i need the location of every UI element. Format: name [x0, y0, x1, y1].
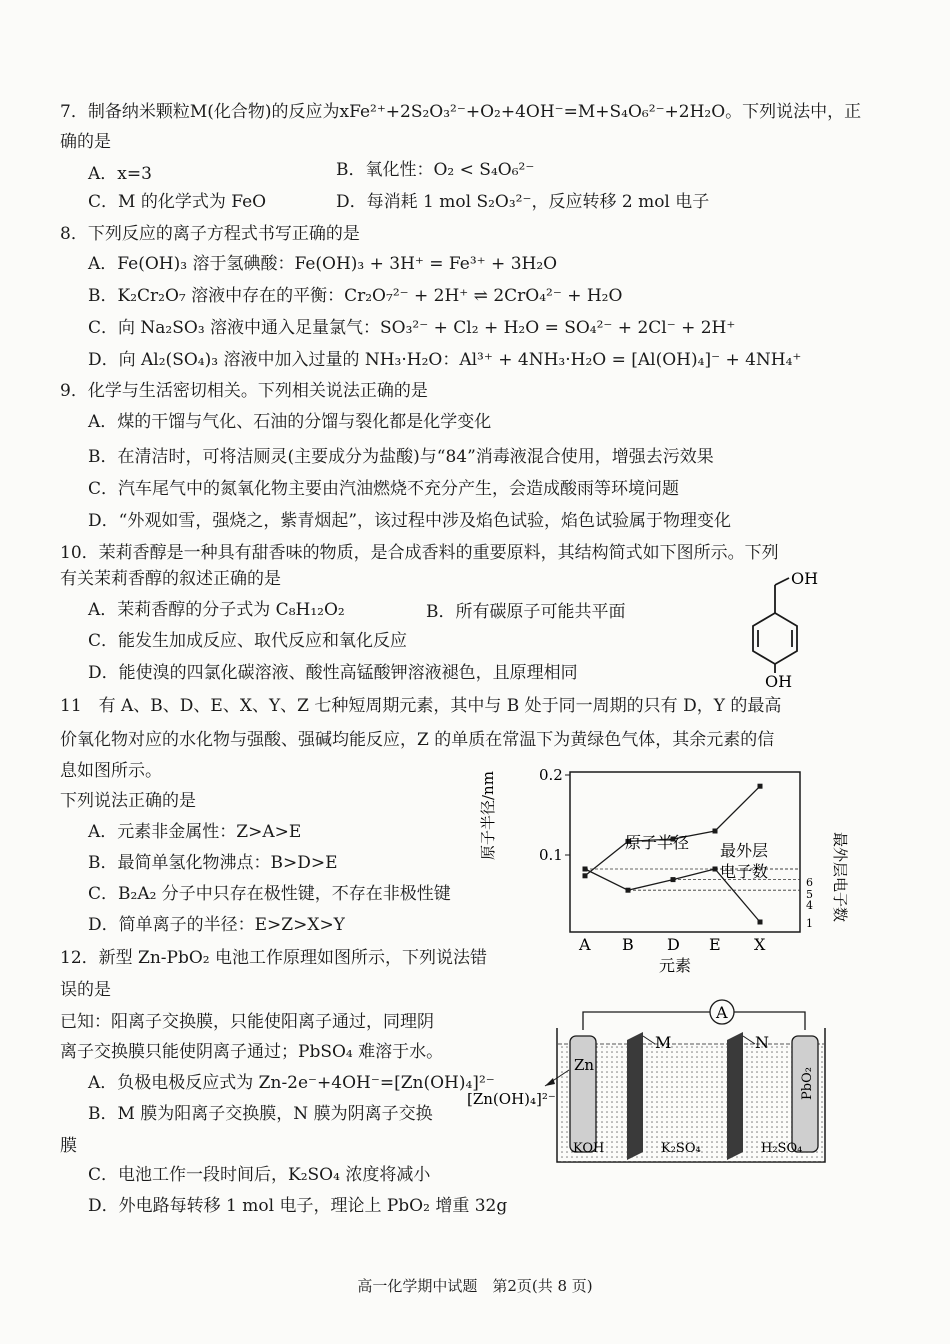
q12-known-line1: 已知：阳离子交换膜，只能使阳离子通过，同理阴 — [60, 1012, 434, 1032]
q12-stem-line1: 12．新型 Zn-PbO₂ 电池工作原理如图所示，下列说法错 — [60, 948, 488, 968]
series-0-point-E — [713, 829, 718, 834]
q10-option-c: C．能发生加成反应、取代反应和氧化反应 — [88, 631, 408, 651]
q7-option-b: B．氧化性：O₂ < S₄O₆²⁻ — [336, 160, 535, 180]
q8-option-d: D．向 Al₂(SO₄)₃ 溶液中加入过量的 NH₃·H₂O：Al³⁺ + 4NH₃·H₂O = [Al(OH)₄]⁻ + 4NH₄⁺ — [88, 350, 802, 370]
q12-stem-line2: 误的是 — [60, 980, 111, 1000]
q9-option-a: A．煤的干馏与气化、石油的分馏与裂化都是化学变化 — [88, 412, 492, 432]
pbo2-label: PbO₂ — [800, 1067, 815, 1100]
q7-option-a: A．x=3 — [88, 164, 152, 184]
series-label-radius: 原子半径 — [625, 833, 690, 852]
q11-option-d: D．简单离子的半径：E>Z>X>Y — [88, 915, 345, 935]
y-tick-0-2: 0.2 — [539, 766, 563, 784]
series-0-point-A — [583, 873, 588, 878]
x-tick-D: D — [667, 935, 680, 954]
ammeter-label: A — [716, 1003, 728, 1022]
series-1-point-B — [626, 888, 631, 893]
membrane-m — [627, 1032, 643, 1160]
q9-stem: 9．化学与生活密切相关。下列相关说法正确的是 — [60, 381, 428, 401]
membrane-n — [727, 1032, 743, 1160]
series-0-point-X — [758, 784, 763, 789]
zincate-arrowhead — [545, 1078, 555, 1086]
q11-option-a: A．元素非金属性：Z>A>E — [88, 822, 302, 842]
n-leader — [743, 1036, 755, 1044]
q12-option-b-line1: B．M 膜为阳离子交换膜，N 膜为阴离子交换 — [88, 1104, 433, 1124]
element-chart — [479, 760, 849, 980]
series-1-point-D — [671, 877, 676, 882]
x-tick-A: A — [579, 935, 591, 954]
q10-option-a: A．茉莉香醇的分子式为 C₈H₁₂O₂ — [88, 600, 345, 620]
y-axis-label: 原子半径/nm — [479, 771, 497, 860]
m-leader — [643, 1036, 655, 1044]
q11-option-b: B．最简单氢化物沸点：B>D>E — [88, 853, 338, 873]
koh-label: KOH — [573, 1141, 605, 1156]
y2-tick-1: 1 — [806, 917, 813, 930]
x-tick-E: E — [709, 935, 721, 954]
y-tick-0-1: 0.1 — [539, 846, 563, 864]
zn-electrode — [570, 1036, 596, 1152]
series-1-point-X — [758, 920, 763, 925]
series-label-electrons-2: 电子数 — [720, 862, 769, 881]
series-label-electrons-1: 最外层 — [720, 841, 769, 860]
q11-stem-line4: 下列说法正确的是 — [60, 791, 196, 811]
y2-tick-5: 5 — [806, 888, 813, 901]
series-1-point-A — [583, 867, 588, 872]
x-tick-X: X — [754, 935, 766, 954]
wire-left — [583, 1012, 710, 1030]
q11-option-c: C．B₂A₂ 分子中只存在极性键，不存在非极性键 — [88, 884, 451, 904]
x-tick-B: B — [622, 935, 634, 954]
oh-top-label: OH — [791, 569, 819, 588]
y2-tick-6: 6 — [806, 876, 813, 889]
q12-option-d: D．外电路每转移 1 mol 电子，理论上 PbO₂ 增重 32g — [88, 1196, 508, 1216]
membrane-m-label: M — [655, 1033, 672, 1052]
q9-option-c: C．汽车尾气中的氮氧化物主要由汽油燃烧不充分产生，会造成酸雨等环境问题 — [88, 479, 680, 499]
y2-axis-label: 最外层电子数 — [831, 832, 849, 923]
q8-option-a: A．Fe(OH)₃ 溶于氢碘酸：Fe(OH)₃ + 3H⁺ = Fe³⁺ + 3H₂O — [88, 254, 558, 274]
q7-stem-line1: 7．制备纳米颗粒M(化合物)的反应为xFe²⁺+2S₂O₃²⁻+O₂+4OH⁻=M+S₄O₆²⁻+2H₂O。下列说法中，正 — [60, 102, 862, 122]
q10-stem-line1: 10．茉莉香醇是一种具有甜香味的物质，是合成香料的重要原料，其结构简式如下图所示。下列 — [60, 543, 779, 563]
q8-option-b: B．K₂Cr₂O₇ 溶液中存在的平衡：Cr₂O₇²⁻ + 2H⁺ ⇌ 2CrO₄²⁻ + H₂O — [88, 286, 623, 306]
page-footer: 高一化学期中试题 第2页(共 8 页) — [357, 1277, 593, 1295]
zincate-label: [Zn(OH)₄]²⁻ — [467, 1090, 556, 1108]
x-axis-label: 元素 — [659, 956, 692, 975]
q11-stem-line2: 价氧化物对应的水化物与强酸、强碱均能反应，Z 的单质在常温下为黄绿色气体，其余元素的信 — [60, 730, 775, 750]
q7-option-c: C．M 的化学式为 FeO — [88, 192, 267, 212]
q9-option-b: B．在清洁时，可将洁厕灵(主要成分为盐酸)与“84”消毒液混合使用，增强去污效果 — [88, 447, 714, 467]
series-1-point-E — [713, 867, 718, 872]
oh-bottom-label: OH — [765, 672, 793, 691]
jasmine-alcohol-structure — [735, 565, 845, 690]
q8-stem: 8．下列反应的离子方程式书写正确的是 — [60, 224, 360, 244]
q12-option-b-line2: 膜 — [60, 1136, 77, 1156]
zn-label: Zn — [574, 1056, 595, 1074]
q11-stem-line3: 息如图所示。 — [60, 761, 162, 781]
q9-option-d: D．“外观如雪，强烧之，紫青烟起”，该过程中涉及焰色试验，焰色试验属于物理变化 — [88, 511, 732, 531]
q8-option-c: C．向 Na₂SO₃ 溶液中通入足量氯气：SO₃²⁻ + Cl₂ + H₂O = SO₄²⁻ + 2Cl⁻ + 2H⁺ — [88, 318, 736, 338]
q7-stem-line2: 确的是 — [60, 132, 111, 152]
q12-option-c: C．电池工作一段时间后，K₂SO₄ 浓度将减小 — [88, 1165, 431, 1185]
q10-stem-line2: 有关茉莉香醇的叙述正确的是 — [60, 569, 281, 589]
k2so4-label: K₂SO₄ — [661, 1141, 701, 1156]
h2so4-label: H₂SO₄ — [761, 1141, 803, 1156]
membrane-n-label: N — [755, 1033, 769, 1052]
q10-option-b: B．所有碳原子可能共平面 — [426, 602, 626, 622]
battery-diagram — [465, 1000, 845, 1170]
y2-tick-4: 4 — [806, 899, 813, 912]
q10-option-d: D．能使溴的四氯化碳溶液、酸性高锰酸钾溶液褪色，且原理相同 — [88, 663, 578, 683]
q11-stem-line1: 11 有 A、B、D、E、X、Y、Z 七种短周期元素，其中与 B 处于同一周期的只有 D，Y 的最高 — [60, 696, 782, 716]
q12-known-line2: 离子交换膜只能使阴离子通过；PbSO₄ 难溶于水。 — [60, 1042, 444, 1062]
q12-option-a: A．负极电极反应式为 Zn-2e⁻+4OH⁻=[Zn(OH)₄]²⁻ — [88, 1073, 495, 1093]
q7-option-d: D．每消耗 1 mol S₂O₃²⁻，反应转移 2 mol 电子 — [336, 192, 710, 212]
wire-right — [734, 1012, 805, 1030]
